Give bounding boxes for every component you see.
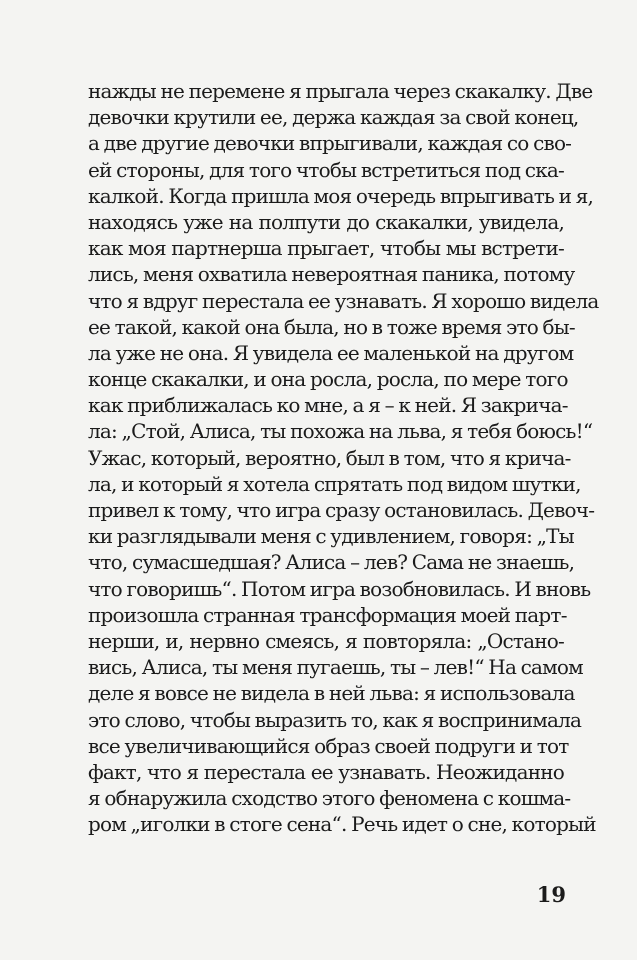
text-line: конце скакалки, и она росла, росла, по мере того	[88, 367, 568, 392]
text-line: лись, меня охватила невероятная паника, потому	[88, 262, 575, 287]
text-line: ки разглядывали меня с удивлением, говоря: „Ты	[88, 524, 574, 549]
text-line: это слово, чтобы выразить то, как я воспринимала	[88, 707, 582, 732]
text-line: нажды не перемене я прыгала через скакалку. Две	[88, 79, 593, 103]
text-line: ла, и который я хотела спрятать под видом шутки,	[88, 471, 581, 496]
text-line: а две другие девочки впрыгивали, каждая со сво-	[88, 131, 572, 156]
text-line: что я вдруг перестала ее узнавать. Я хорошо видела	[88, 288, 599, 313]
text-line: что, сумасшедшая? Алиса – лев? Сама не знаешь,	[88, 550, 575, 575]
text-line: что говоришь“. Потом игра возобновилась. И вновь	[88, 576, 591, 601]
text-line: факт, что я перестала ее узнавать. Неожиданно	[88, 759, 564, 784]
text-line: нерши, и, нервно смеясь, я повторяла: „Остано-	[88, 628, 564, 653]
text-line: вись, Алиса, ты меня пугаешь, ты – лев!“ На самом	[88, 655, 583, 680]
text-line: Ужас, который, вероятно, был в том, что я крича-	[88, 445, 571, 470]
text-line: привел к тому, что игра сразу остановилась. Девоч-	[88, 498, 595, 522]
text-line: калкой. Когда пришла моя очередь впрыгивать и я,	[88, 183, 594, 208]
text-line: все увеличивающийся образ своей подруги и тот	[88, 733, 569, 758]
page-text	[88, 78, 599, 837]
text-line: находясь уже на полпути до скакалки, увидела,	[88, 209, 564, 234]
text-line: ей стороны, для того чтобы встретиться под ска-	[88, 157, 564, 182]
text-line: деле я вовсе не видела в ней льва: я использовала	[88, 681, 575, 706]
text-line: ла уже не она. Я увидела ее маленькой на другом	[88, 340, 574, 365]
text-line: девочки крутили ее, держа каждая за свой конец,	[88, 105, 579, 130]
text-line: ее такой, какой она была, но в тоже время это бы-	[88, 314, 575, 339]
page-number: 19	[536, 882, 566, 907]
text-line: произошла странная трансформация моей парт-	[88, 602, 567, 627]
text-line: я обнаружила сходство этого феномена с кошма-	[88, 786, 571, 811]
text-line: как моя партнерша прыгает, чтобы мы встрети-	[88, 236, 564, 261]
text-line: ром „иголки в стоге сена“. Речь идет о сне, который	[88, 812, 596, 837]
text-line: ла: „Стой, Алиса, ты похожа на льва, я тебя боюсь!“	[88, 419, 593, 444]
text-line: как приближалась ко мне, а я – к ней. Я закрича-	[88, 393, 568, 418]
